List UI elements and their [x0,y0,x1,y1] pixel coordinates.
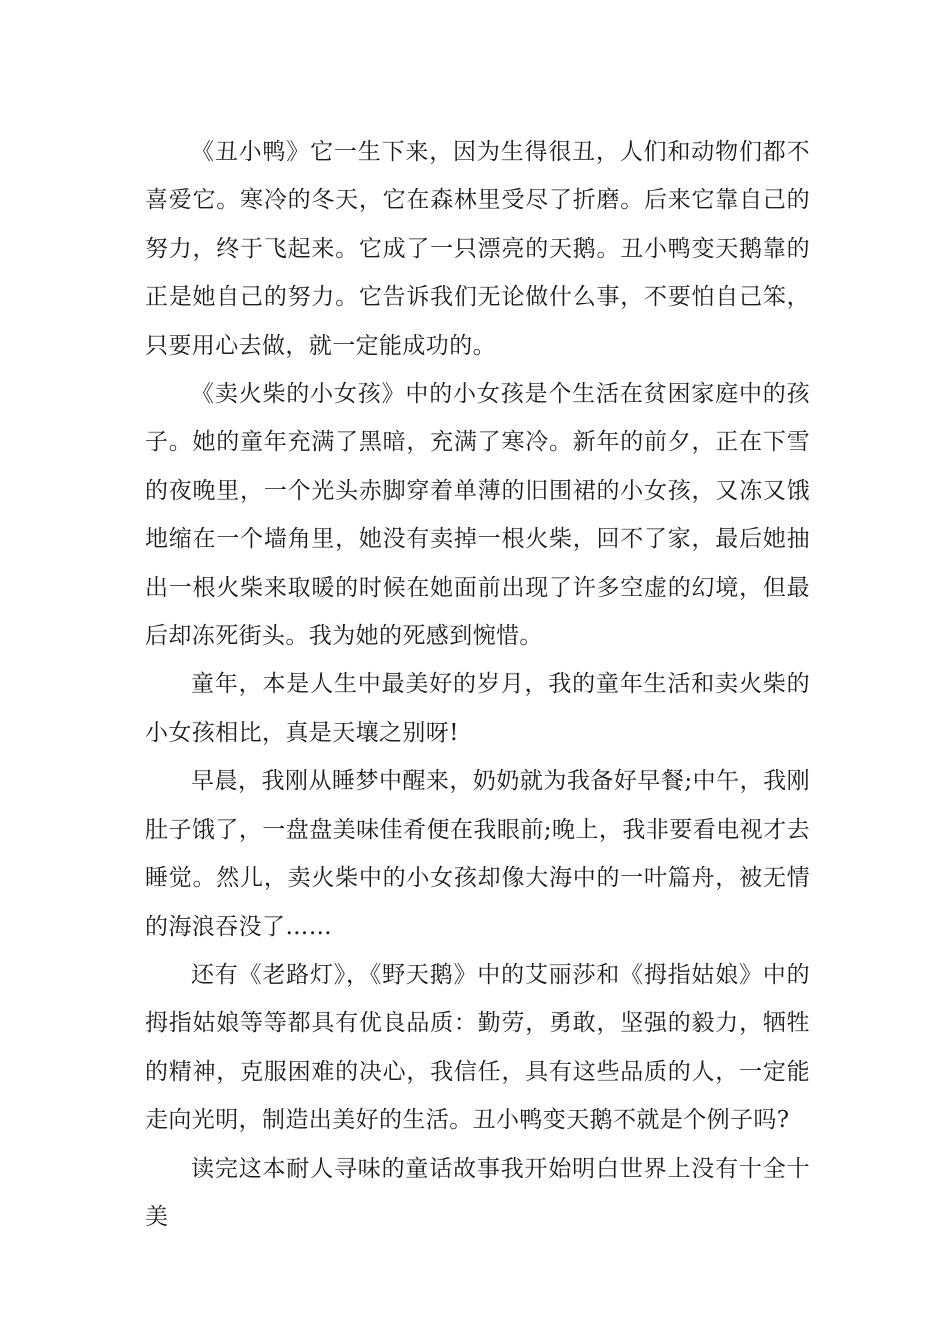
document-body [145,128,810,1241]
paragraph-conclusion: 读完这本耐人寻味的童话故事我开始明白世界上没有十全十美 [145,1155,810,1230]
paragraph-little-match-girl: 《卖火柴的小女孩》中的小女孩是个生活在贫困家庭中的孩子。她的童年充满了黑暗，充满了寒冷。新年的前夕，正在下雪的夜晚里，一个光头赤脚穿着单薄的旧围裙的小女孩，又冻又饿地缩在一个墙角里，她没有卖掉一根火柴，回不了家，最后她抽出一根火柴来取暖的时候在她面前出现了许多空虚的幻境，但最后却冻死街头。我为她的死感到惋惜。 [145,381,810,650]
paragraph-daily-life: 早晨，我刚从睡梦中醒来，奶奶就为我备好早餐;中午，我刚肚子饿了，一盘盘美味佳肴便在我眼前;晚上，我非要看电视才去睡觉。然儿，卖火柴中的小女孩却像大海中的一叶篇舟，被无情的海浪吞没了…… [145,768,810,940]
paragraph-childhood: 童年，本是人生中最美好的岁月，我的童年生活和卖火柴的小女孩相比，真是天壤之别呀! [145,671,810,746]
paragraph-good-qualities: 还有《老路灯》，《野天鹅》中的艾丽莎和《拇指姑娘》中的拇指姑娘等等都具有优良品质：勤劳，勇敢，坚强的毅力，牺牲的精神，克服困难的决心，我信任，具有这些品质的人，一定能走向光明，制造出美好的生活。丑小鸭变天鹅不就是个例子吗? [145,961,810,1134]
paragraph-ugly-duckling: 《丑小鸭》它一生下来，因为生得很丑，人们和动物们都不喜爱它。寒冷的冬天，它在森林里受尽了折磨。后来它靠自己的努力，终于飞起来。它成了一只漂亮的天鹅。丑小鸭变天鹅靠的正是她自己的努力。它告诉我们无论做什么事，不要怕自己笨，只要用心去做，就一定能成功的。 [145,139,810,359]
